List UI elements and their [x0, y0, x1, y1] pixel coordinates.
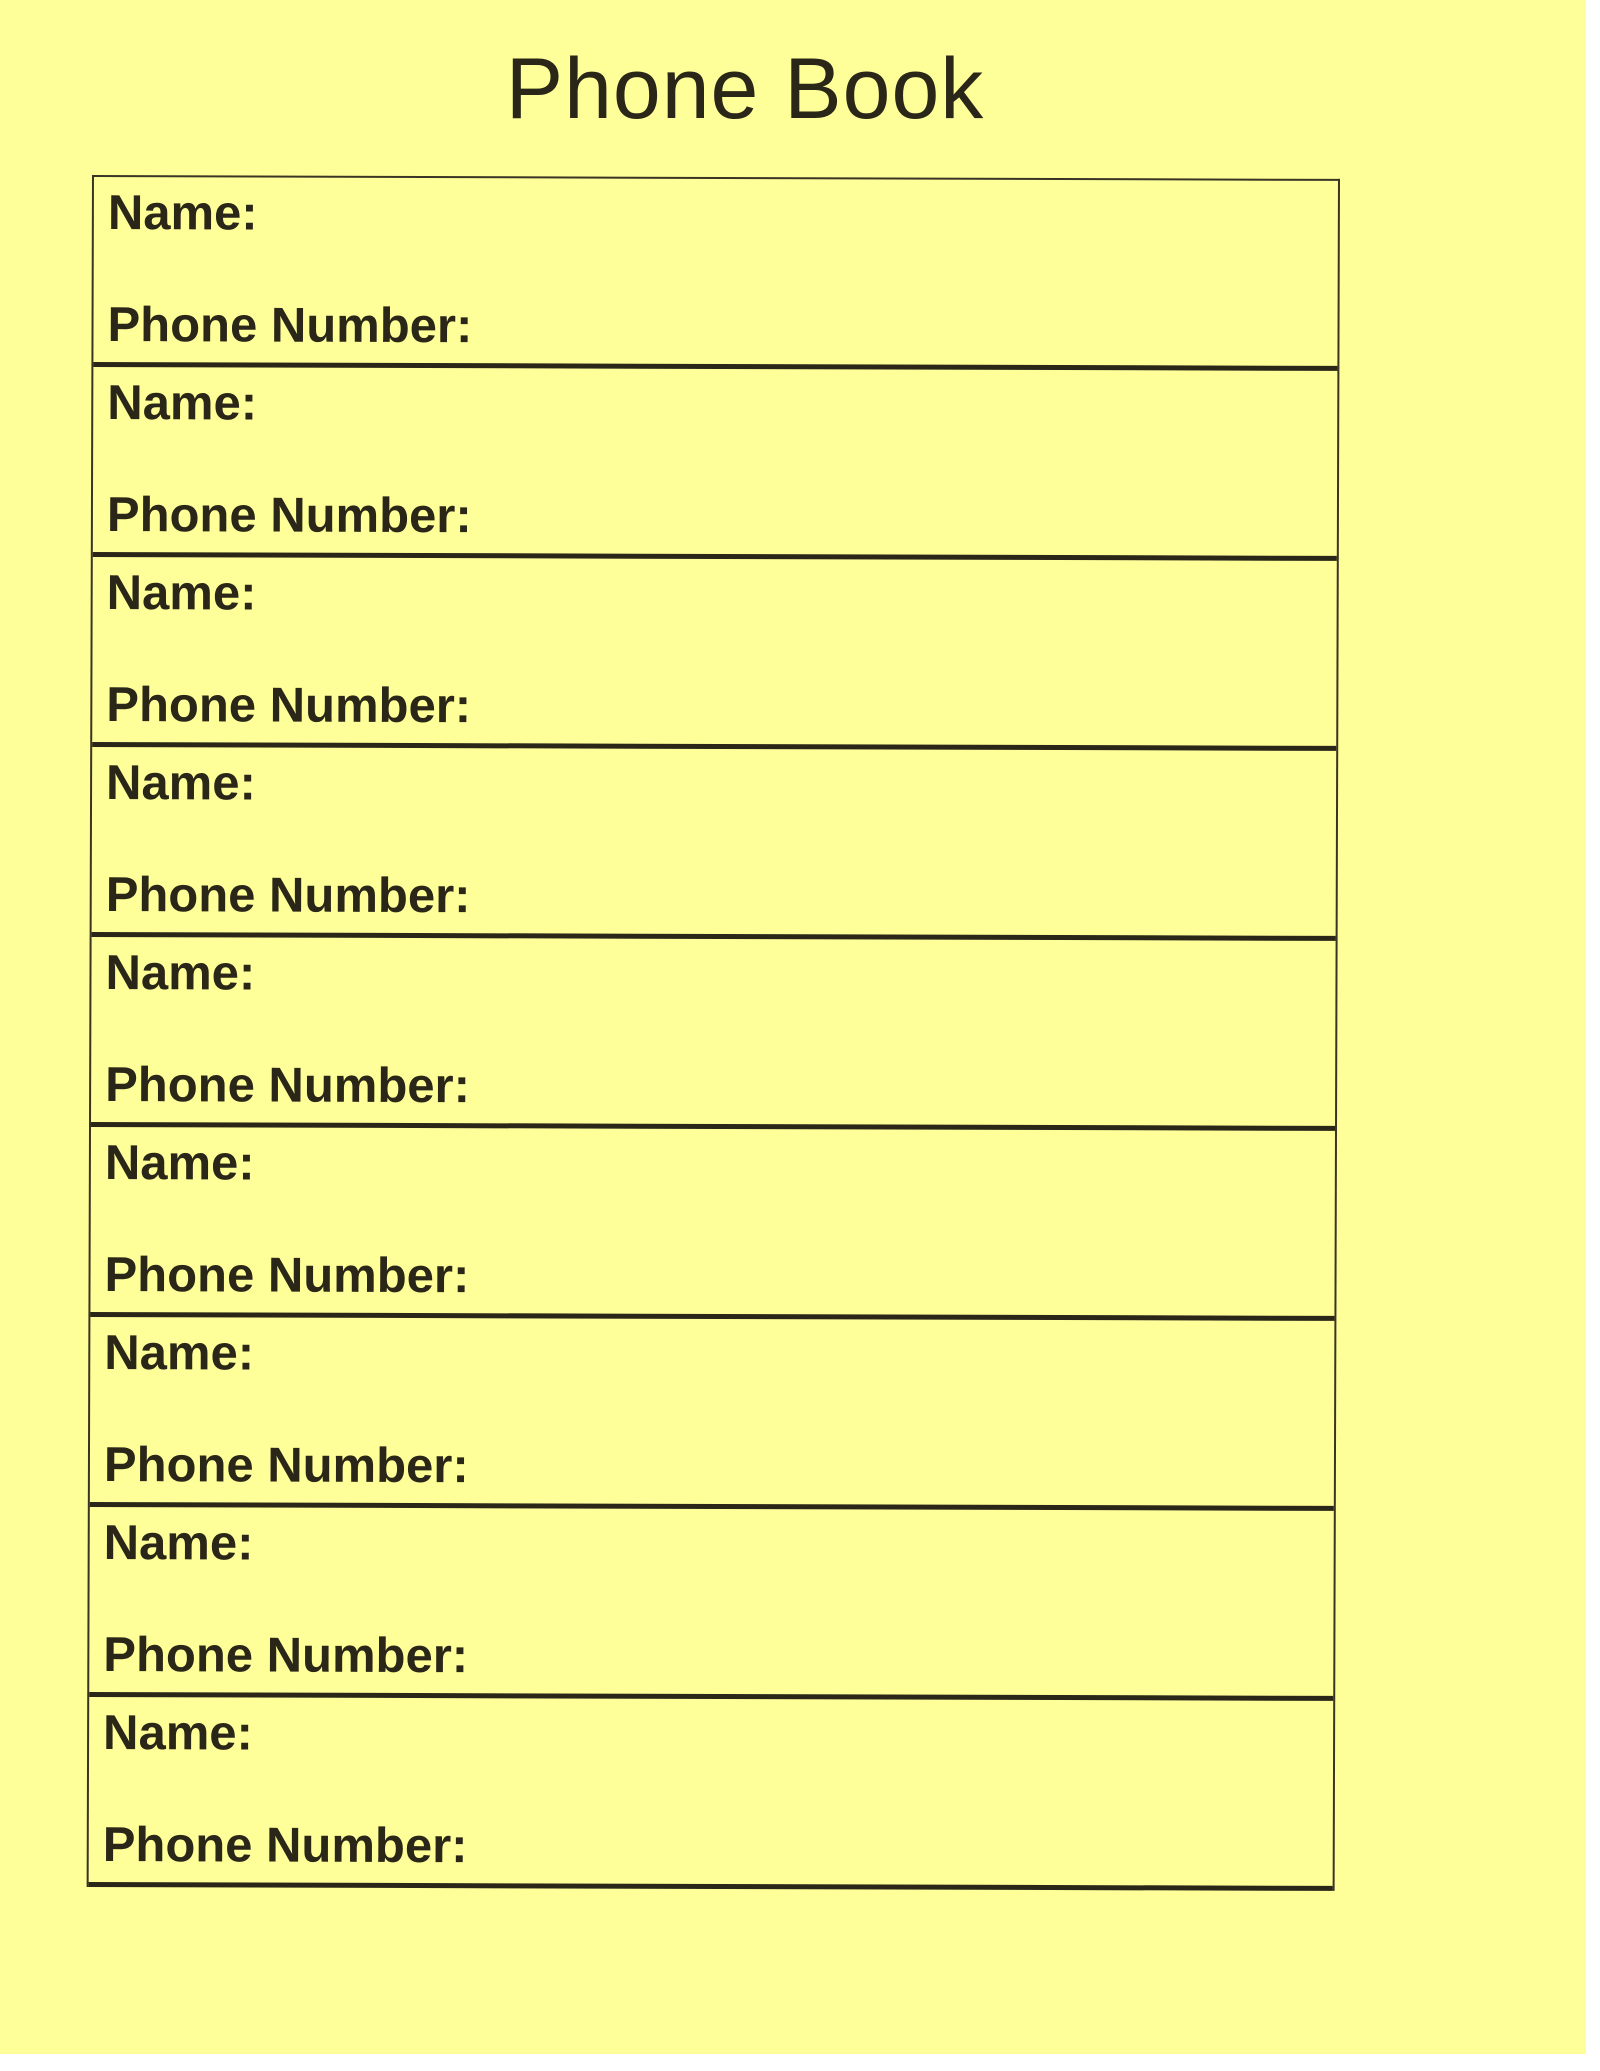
phone-book-table: [87, 175, 1340, 1891]
phone-number-label: Phone Number:: [106, 678, 472, 734]
name-label: Name:: [107, 186, 258, 241]
name-label: Name:: [107, 376, 258, 431]
page-title: Phone Book: [505, 41, 985, 137]
phone-entry-4: [92, 747, 1337, 941]
phone-number-label: Phone Number:: [106, 488, 472, 544]
name-label: Name:: [106, 566, 257, 621]
phone-number-label: Phone Number:: [105, 868, 471, 924]
phone-number-label: Phone Number:: [104, 1248, 470, 1304]
phone-number-label: Phone Number:: [107, 298, 473, 354]
phone-entry-7: [90, 1317, 1335, 1511]
phone-number-label: Phone Number:: [103, 1438, 469, 1494]
phone-entry-9: [89, 1697, 1334, 1891]
name-label: Name:: [103, 1706, 253, 1761]
phone-entry-2: [93, 367, 1338, 561]
phone-entry-6: [90, 1127, 1335, 1321]
name-label: Name:: [104, 1136, 255, 1191]
name-label: Name:: [103, 1516, 254, 1571]
name-label: Name:: [106, 756, 256, 811]
phone-number-label: Phone Number:: [103, 1628, 469, 1684]
name-label: Name:: [104, 1326, 255, 1381]
phone-number-label: Phone Number:: [105, 1058, 471, 1114]
phone-entry-3: [92, 557, 1337, 751]
phone-entry-1: [93, 177, 1338, 371]
phone-number-label: Phone Number:: [102, 1818, 468, 1874]
name-label: Name:: [105, 946, 256, 1001]
phone-entry-5: [91, 937, 1336, 1131]
phone-entry-8: [89, 1507, 1334, 1701]
